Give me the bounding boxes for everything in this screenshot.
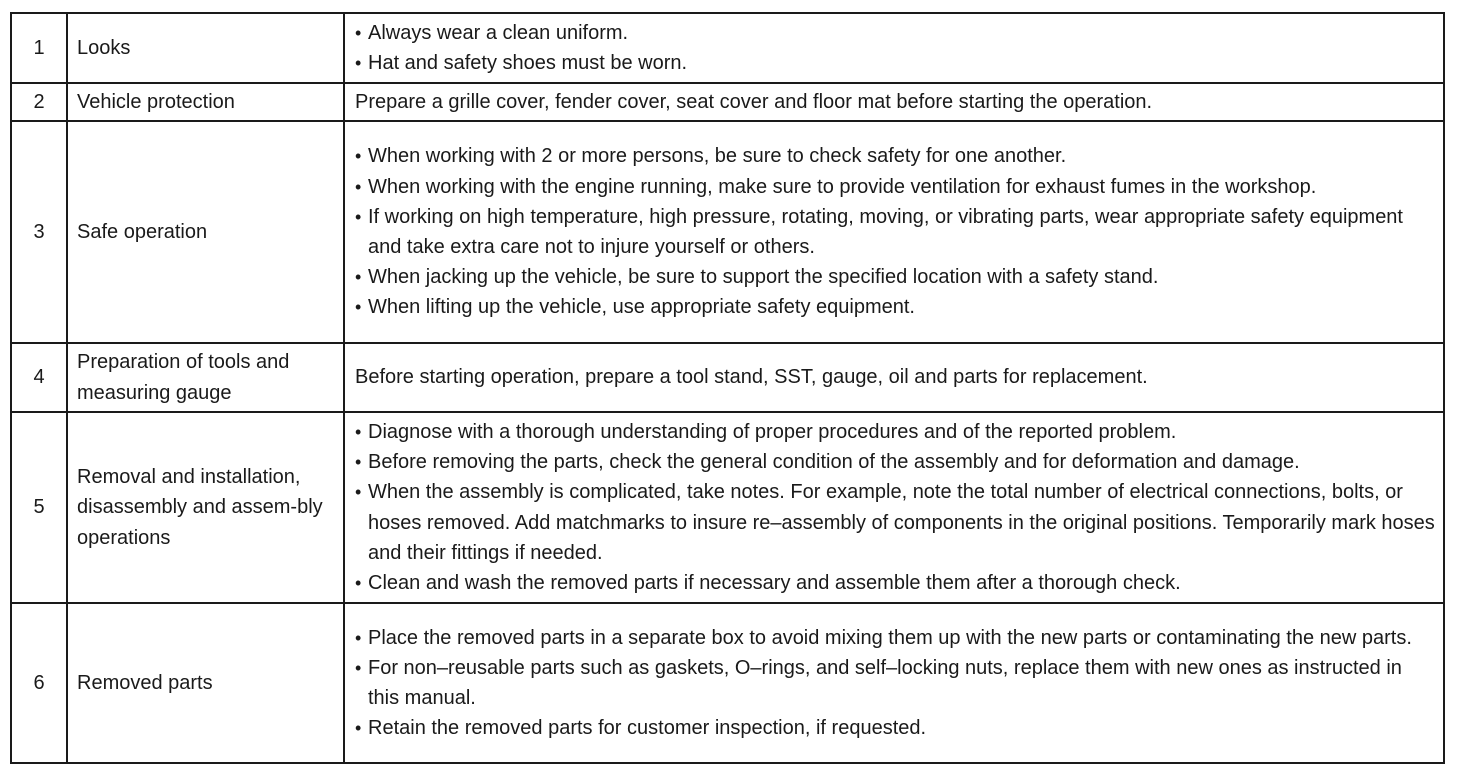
row-number: 4	[11, 343, 67, 412]
bullet-item: • Retain the removed parts for customer inspection, if requested.	[355, 713, 1435, 743]
bullet-item: • When jacking up the vehicle, be sure to support the specified location with a safety stand.	[355, 262, 1435, 292]
bullet-item: • When working with 2 or more persons, be sure to check safety for one another.	[355, 141, 1435, 171]
row-item	[67, 412, 344, 603]
item-label: Preparation of tools and measuring gauge	[77, 351, 290, 404]
bullet-item: • Clean and wash the removed parts if necessary and assemble them after a thorough check.	[355, 568, 1435, 598]
bullet-item: • Always wear a clean uniform.	[355, 18, 1435, 48]
table-row	[11, 343, 1444, 412]
row-item	[67, 83, 344, 121]
row-number: 3	[11, 121, 67, 343]
item-label: Vehicle protection	[77, 90, 235, 113]
item-label: Looks	[77, 36, 131, 59]
bullet-item: • When working with the engine running, make sure to provide ventilation for exhaust fumes in the workshop.	[355, 172, 1435, 202]
row-description	[344, 83, 1444, 121]
item-label: Removal and installation, disassembly and assem-bly operations	[77, 466, 323, 549]
bullet-item: • Hat and safety shoes must be worn.	[355, 48, 1435, 78]
table-row	[11, 83, 1444, 121]
row-description	[344, 121, 1444, 343]
table-row	[11, 603, 1444, 763]
row-description	[344, 412, 1444, 603]
bullet-item: • If working on high temperature, high pressure, rotating, moving, or vibrating parts, wear appropriate safety equipment and take extra care not to injure yourself or others.	[355, 202, 1435, 262]
bullet-item: • Diagnose with a thorough understanding of proper procedures and of the reported problem.	[355, 417, 1435, 447]
bullet-list	[355, 141, 1435, 322]
table-row	[11, 121, 1444, 343]
table-row	[11, 13, 1444, 83]
bullet-item: • Place the removed parts in a separate box to avoid mixing them up with the new parts or contaminating the new parts.	[355, 623, 1435, 653]
row-number: 1	[11, 13, 67, 83]
table-row	[11, 412, 1444, 603]
bullet-item: • For non–reusable parts such as gaskets, O–rings, and self–locking nuts, replace them with new ones as instructed in this manual.	[355, 653, 1435, 713]
bullet-list	[355, 623, 1435, 744]
row-description	[344, 343, 1444, 412]
bullet-item: • When lifting up the vehicle, use appropriate safety equipment.	[355, 292, 1435, 322]
general-precautions-table	[10, 12, 1445, 764]
row-number: 6	[11, 603, 67, 763]
item-label: Safe operation	[77, 220, 208, 243]
bullet-list	[355, 417, 1435, 598]
row-item	[67, 13, 344, 83]
row-number: 2	[11, 83, 67, 121]
description-text: Prepare a grille cover, fender cover, seat cover and floor mat before starting the operation.	[355, 90, 1153, 113]
row-item	[67, 121, 344, 343]
row-description	[344, 603, 1444, 763]
row-item	[67, 603, 344, 763]
row-item	[67, 343, 344, 412]
item-label: Removed parts	[77, 671, 213, 694]
bullet-item: • When the assembly is complicated, take notes. For example, note the total number of electrical connections, bolts, or hoses removed. Add matchmarks to insure re–assembly of components in the original positions. Temporarily mark hoses and their fittings if needed.	[355, 477, 1435, 568]
row-number: 5	[11, 412, 67, 603]
description-text: Before starting operation, prepare a tool stand, SST, gauge, oil and parts for replacement.	[355, 366, 1148, 389]
bullet-list	[355, 18, 1435, 78]
row-description	[344, 13, 1444, 83]
bullet-item: • Before removing the parts, check the general condition of the assembly and for deformation and damage.	[355, 447, 1435, 477]
